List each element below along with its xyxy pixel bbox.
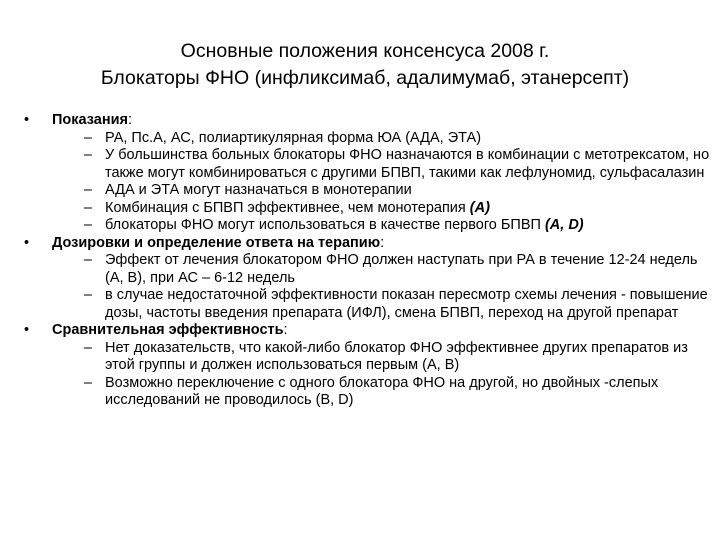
bullet-marker: • [24, 234, 30, 251]
list-item [52, 252, 712, 287]
item-text: Возможно переключение с одного блокатора ФНО на другой, но двойных -слепых исследований не проводилось (B, D) [105, 374, 659, 408]
dash-marker: – [83, 129, 92, 146]
evidence-level: (A, D) [544, 217, 584, 233]
title-line-1: Основные положения консенсуса 2008 г. [180, 40, 550, 62]
list-item [52, 200, 712, 218]
bullet-marker: • [24, 112, 30, 128]
item-text: Комбинация с БПВП эффективнее, чем монотерапия [105, 199, 466, 216]
heading-colon: : [380, 234, 385, 251]
item-text: Нет доказательств, что какой-либо блокатор ФНО эффективнее других препаратов из этой группы и должен использоваться первым (А, В) [105, 339, 688, 373]
section-indications [24, 112, 712, 130]
dash-marker: – [83, 217, 92, 233]
section-heading: Дозировки и определение ответа на терапию [52, 234, 381, 251]
heading-colon: : [128, 112, 133, 128]
list-item [52, 217, 712, 235]
item-text: блокаторы ФНО могут использоваться в качестве первого БПВП [105, 217, 541, 233]
item-text: Эффект от лечения блокатором ФНО должен наступать при РА в течение 12-24 недель (А, В), при АС – 6-12 недель [105, 252, 698, 286]
dash-marker: – [83, 252, 92, 268]
list-item [52, 375, 712, 410]
dash-marker: – [83, 182, 92, 198]
dash-marker: – [83, 199, 92, 216]
evidence-level: (А) [469, 199, 490, 216]
item-text: У большинства больных блокаторы ФНО назначаются в комбинации с метотрексатом, но также могут комбинироваться с другими БПВП, такими как лефлуномид, сульфасалазин [105, 147, 710, 181]
slide-title [20, 38, 710, 92]
list-item [52, 340, 712, 375]
heading-colon: : [283, 322, 288, 338]
list-item [52, 147, 712, 182]
dash-marker: – [83, 147, 92, 163]
list-item [52, 182, 712, 200]
list-item [52, 287, 712, 322]
section-comparative-efficacy [24, 322, 712, 340]
item-text: РА, Пс.А, АС, полиартикулярная форма ЮА (АДА, ЭТА) [105, 129, 482, 146]
list-item [52, 130, 712, 148]
section-heading: Сравнительная эффективность [52, 322, 284, 338]
item-text: в случае недостаточной эффективности показан пересмотр схемы лечения - повышение дозы, частоты введения препарата (ИФЛ), смена БПВП, переход на другой препарат [105, 287, 708, 321]
title-line-2: Блокаторы ФНО (инфликсимаб, адалимумаб, этанерсепт) [100, 67, 630, 89]
item-text: АДА и ЭТА могут назначаться в монотерапии [105, 182, 412, 198]
section-dosing [24, 235, 712, 253]
dash-marker: – [83, 339, 92, 356]
section-heading: Показания [52, 112, 128, 128]
dash-marker: – [83, 374, 92, 391]
bullet-list [24, 112, 712, 410]
dash-marker: – [83, 287, 92, 303]
bullet-marker: • [24, 322, 30, 338]
